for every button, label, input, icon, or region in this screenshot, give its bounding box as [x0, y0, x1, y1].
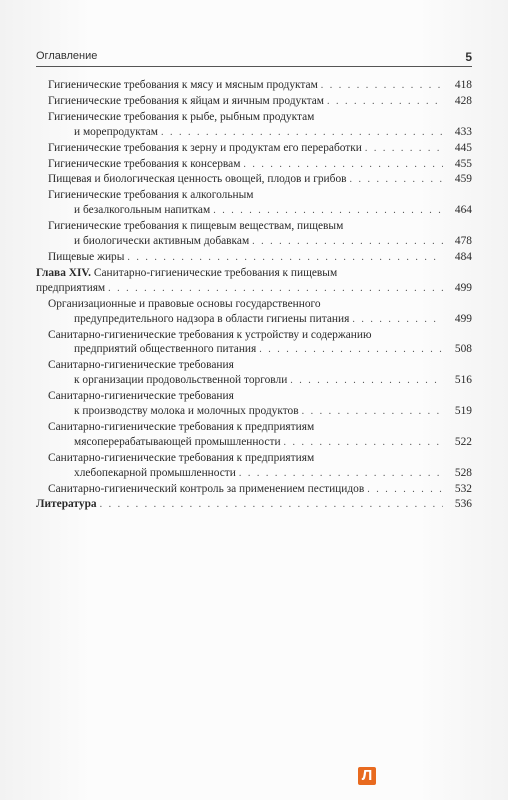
toc-page-number: 516: [454, 374, 472, 387]
dot-leader: [259, 343, 443, 358]
toc-entry-text: предприятий общественного питания: [74, 343, 257, 356]
toc-page-number: 428: [454, 94, 472, 107]
publisher-logo-icon: Л: [358, 767, 376, 785]
toc-entry: [36, 328, 472, 359]
toc-entry-text: и безалкогольным напиткам: [74, 204, 211, 217]
toc-page-number: 519: [454, 405, 472, 418]
toc-entry-text: Гигиенические требования к зерну и продуктам его переработки: [48, 141, 362, 154]
toc-page-number: 433: [454, 125, 472, 138]
toc-entry-text: Санитарно-гигиенические требования: [48, 359, 234, 372]
toc-page-number: 484: [454, 250, 472, 263]
toc-page-number: 478: [454, 235, 472, 248]
dot-leader: [367, 483, 443, 498]
toc-entry-text: Гигиенические требования к яйцам и яичным продуктам: [48, 94, 324, 107]
toc-entry: [36, 94, 472, 110]
toc-entry-text: Санитарно-гигиенические требования к устройству и содержанию: [48, 328, 372, 341]
toc-entry: [36, 110, 472, 141]
dot-leader: [302, 405, 443, 420]
toc-entry-text: и биологически активным добавкам: [74, 235, 250, 248]
toc-entry-text: Гигиенические требования к алкогольным: [48, 189, 254, 202]
toc-entry: [36, 482, 472, 498]
running-head-page-number: 5: [465, 50, 472, 64]
dot-leader: [239, 467, 443, 482]
toc-page-number: 522: [454, 435, 472, 448]
chapter-label: Глава XIV.: [36, 266, 92, 279]
toc-page-number: 499: [454, 281, 472, 294]
toc-entry: [36, 297, 472, 328]
toc-entry-text: Санитарно-гигиенические требования к предприятиям: [48, 420, 315, 433]
dot-leader: [100, 498, 443, 513]
toc-entry: [36, 141, 472, 157]
toc-page-number: 508: [454, 343, 472, 356]
toc-entry: [36, 78, 472, 94]
toc-entry-text: Гигиенические требования к консервам: [48, 157, 241, 170]
toc-entry-text: Санитарно-гигиенический контроль за применением пестицидов: [48, 482, 365, 495]
toc-entry-text: Гигиенические требования к рыбе, рыбным продуктам: [48, 110, 315, 123]
toc-entry: [36, 451, 472, 482]
toc-page-number: 418: [454, 79, 472, 91]
toc-entry: [36, 172, 472, 188]
toc-entry: [36, 250, 472, 266]
toc-entry-text: Литература: [36, 498, 97, 511]
table-of-contents: [36, 78, 472, 513]
dot-leader: [327, 95, 443, 110]
dot-leader: [213, 204, 443, 219]
toc-entry-text: Гигиенические требования к пищевым веществам, пищевым: [48, 220, 344, 233]
toc-entry: [36, 497, 472, 513]
toc-page-number: 499: [454, 312, 472, 325]
dot-leader: [321, 79, 443, 94]
toc-entry-text: Пищевая и биологическая ценность овощей, плодов и грибов: [48, 173, 347, 186]
toc-entry-text: Пищевые жиры: [48, 250, 125, 263]
toc-entry: [36, 389, 472, 420]
dot-leader: [243, 158, 443, 173]
toc-entry: [36, 266, 472, 297]
toc-entry-text: Глава XIV. Санитарно-гигиенические требования к пищевым: [36, 266, 338, 279]
dot-leader: [108, 282, 443, 297]
toc-page-number: 464: [454, 204, 472, 217]
toc-entry-text: и морепродуктам: [74, 125, 159, 138]
toc-entry-text: хлебопекарной промышленности: [74, 466, 236, 479]
toc-entry: [36, 157, 472, 173]
toc-page-number: 532: [454, 482, 472, 495]
dot-leader: [284, 436, 443, 451]
dot-leader: [161, 126, 443, 141]
dot-leader: [352, 313, 443, 328]
toc-page-number: 455: [454, 157, 472, 170]
toc-entry: [36, 420, 472, 451]
toc-entry-text: к производству молока и молочных продуктов: [74, 405, 299, 418]
toc-entry-text: Гигиенические требования к мясу и мясным продуктам: [48, 79, 318, 91]
toc-entry-text: Санитарно-гигиенические требования к предприятиям: [48, 451, 315, 464]
dot-leader: [127, 251, 443, 266]
dot-leader: [365, 142, 443, 157]
dot-leader: [350, 173, 443, 188]
toc-entry: [36, 358, 472, 389]
header-rule: [36, 66, 472, 67]
toc-entry-text: предупредительного надзора в области гигиены питания: [74, 312, 350, 325]
toc-entry: [36, 219, 472, 250]
running-head-title: Оглавление: [36, 50, 98, 62]
toc-page-number: 445: [454, 141, 472, 154]
toc-entry: [36, 188, 472, 219]
dot-leader: [252, 235, 443, 250]
toc-page-number: 528: [454, 466, 472, 479]
dot-leader: [290, 374, 443, 389]
toc-page-number: 536: [454, 498, 472, 511]
toc-entry-text: предприятиям: [36, 281, 106, 294]
toc-page-number: 459: [454, 173, 472, 186]
toc-entry-text: Организационные и правовые основы государственного: [48, 297, 321, 310]
toc-entry-text: к организации продовольственной торговли: [74, 374, 288, 387]
toc-entry-text: мясоперерабатывающей промышленности: [74, 435, 281, 448]
toc-entry-text: Санитарно-гигиенические требования: [48, 390, 234, 403]
